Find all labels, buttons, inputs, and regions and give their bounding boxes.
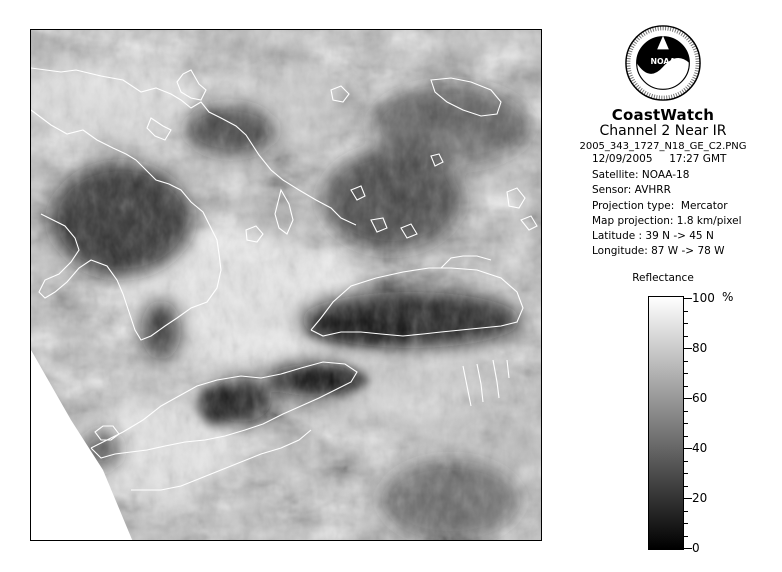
legend-minor-tick [684, 523, 688, 524]
noaa-logo-icon [624, 24, 702, 102]
legend-tick-label: 60 [692, 391, 708, 405]
legend-minor-tick [684, 311, 688, 312]
legend-tick-label: 20 [692, 491, 708, 505]
legend-major-tick [684, 298, 692, 299]
info-panel [556, 14, 770, 259]
fine-texture [31, 30, 542, 541]
reflectance-colorbar [648, 296, 684, 550]
legend-minor-tick [684, 373, 688, 374]
legend-minor-tick [684, 461, 688, 462]
legend-minor-tick [684, 411, 688, 412]
file-name: 2005_343_1727_N18_GE_C2.PNG [579, 141, 747, 152]
legend-major-tick [684, 548, 692, 549]
satellite-scene [31, 30, 542, 541]
metadata-longitude: Longitude: 87 W -> 78 W [592, 245, 725, 258]
metadata-satellite: Satellite: NOAA-18 [592, 169, 690, 182]
legend-minor-tick [684, 423, 688, 424]
metadata-projection-type: Projection type: Mercator [592, 199, 728, 212]
legend-major-tick [684, 348, 692, 349]
legend-major-tick [684, 498, 692, 499]
legend-minor-tick [684, 486, 688, 487]
legend-tick-label: 40 [692, 441, 708, 455]
metadata-sensor: Sensor: AVHRR [592, 184, 671, 197]
channel-name: Channel 2 Near IR [599, 123, 727, 139]
legend-major-tick [684, 398, 692, 399]
metadata-list [556, 168, 770, 259]
legend-tick-label: 0 [692, 541, 700, 555]
legend-minor-tick [684, 323, 688, 324]
satellite-image [30, 29, 542, 541]
svg-text:NOAA: NOAA [650, 56, 676, 66]
legend-minor-tick [684, 336, 688, 337]
date-time: 12/09/2005 17:27 GMT [592, 153, 727, 165]
legend-minor-tick [684, 536, 688, 537]
legend-minor-tick [684, 386, 688, 387]
legend-minor-tick [684, 361, 688, 362]
legend-tick-label: 100 [692, 291, 715, 305]
metadata-latitude: Latitude : 39 N -> 45 N [592, 230, 714, 243]
legend-minor-tick [684, 511, 688, 512]
legend-title: Reflectance [632, 272, 694, 284]
legend-minor-tick [684, 436, 688, 437]
legend-tick-label: 80 [692, 341, 708, 355]
legend-major-tick [684, 448, 692, 449]
legend-minor-tick [684, 473, 688, 474]
metadata-map-projection: Map projection: 1.8 km/pixel [592, 214, 742, 227]
legend-unit: % [722, 290, 734, 304]
brand-name: CoastWatch [611, 106, 715, 124]
